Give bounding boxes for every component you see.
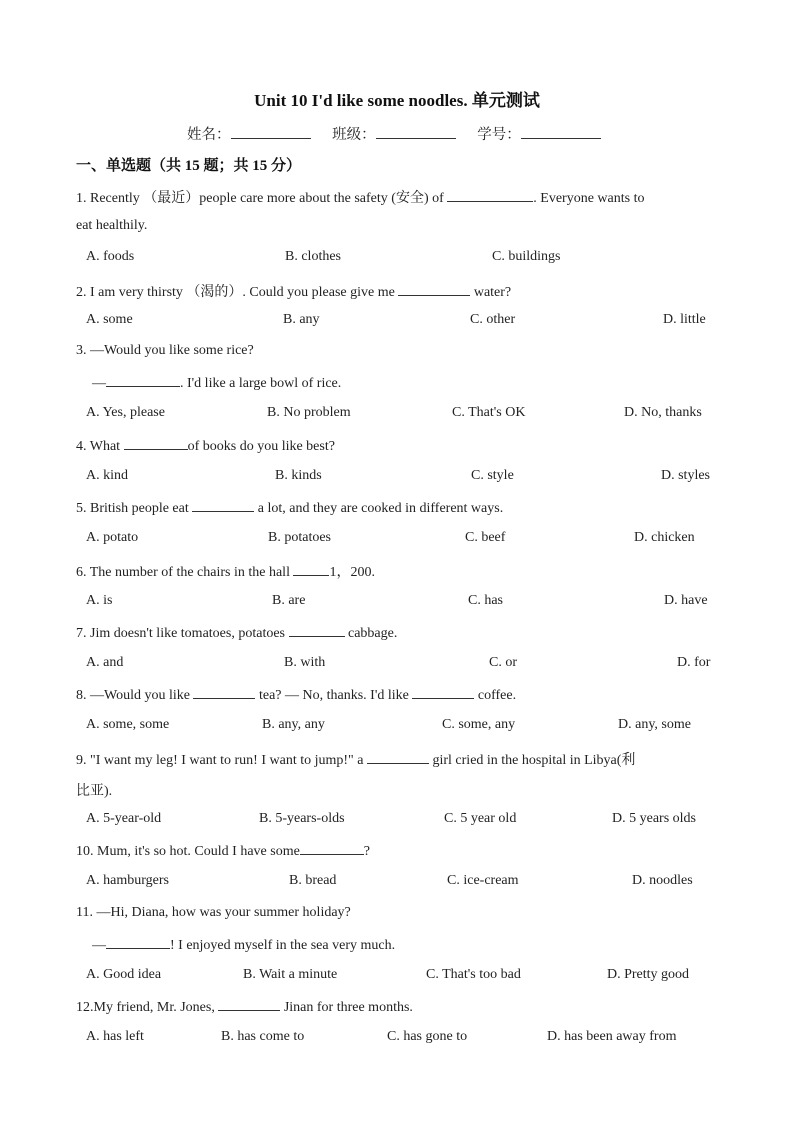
option-c[interactable]: C. buildings xyxy=(492,249,561,264)
question-9-continued: 比亚). xyxy=(76,784,113,799)
option-c[interactable]: C. some, any xyxy=(442,717,516,732)
name-field[interactable] xyxy=(187,123,311,144)
question-1: 1. Recently （最近）people care more about the safety (安全) of . Everyone wants to xyxy=(76,191,645,206)
question-11-response: — ! I enjoyed myself in the sea very much. xyxy=(92,938,396,953)
option-c[interactable]: C. other xyxy=(470,312,516,327)
student-info-row xyxy=(187,123,619,144)
option-c[interactable]: C. ice-cream xyxy=(447,873,519,888)
answer-blank[interactable] xyxy=(293,563,329,576)
answer-blank[interactable] xyxy=(218,998,280,1011)
question-10: 10. Mum, it's so hot. Could I have some ? xyxy=(76,844,371,859)
student-id-field[interactable] xyxy=(477,123,601,144)
option-d[interactable]: D. Pretty good xyxy=(607,967,690,982)
option-d[interactable]: D. styles xyxy=(661,468,710,483)
option-d[interactable]: D. 5 years olds xyxy=(612,811,696,826)
option-b[interactable]: B. potatoes xyxy=(268,530,331,545)
option-d[interactable]: D. chicken xyxy=(634,530,695,545)
question-6: 6. The number of the chairs in the hall 1，200. xyxy=(76,565,375,580)
question-2: 2. I am very thirsty （渴的）. Could you please give me water? xyxy=(76,285,512,300)
option-b[interactable]: B. are xyxy=(272,593,306,608)
name-blank[interactable] xyxy=(231,124,311,139)
class-field[interactable] xyxy=(332,123,456,144)
answer-blank[interactable] xyxy=(124,437,188,450)
option-c[interactable]: C. That's OK xyxy=(452,405,526,420)
answer-blank[interactable] xyxy=(367,751,429,764)
question-3: 3. —Would you like some rice? xyxy=(76,343,254,358)
option-c[interactable]: C. style xyxy=(471,468,514,483)
option-a[interactable]: A. and xyxy=(86,655,124,670)
question-3-response: — . I'd like a large bowl of rice. xyxy=(92,376,342,391)
student-id-label: 学号： xyxy=(477,127,521,143)
option-b[interactable]: B. No problem xyxy=(267,405,351,420)
answer-blank[interactable] xyxy=(106,374,180,387)
class-label: 班级： xyxy=(332,127,376,143)
question-12: 12.My friend, Mr. Jones, Jinan for three months. xyxy=(76,1000,413,1015)
option-c[interactable]: C. has xyxy=(468,593,503,608)
option-c[interactable]: C. That's too bad xyxy=(426,967,521,982)
answer-blank[interactable] xyxy=(398,283,470,296)
option-c[interactable]: C. beef xyxy=(465,530,506,545)
question-5: 5. British people eat a lot, and they are cooked in different ways. xyxy=(76,501,504,516)
option-b[interactable]: B. has come to xyxy=(221,1029,305,1044)
question-7: 7. Jim doesn't like tomatoes, potatoes cabbage. xyxy=(76,626,398,641)
option-d[interactable]: D. noodles xyxy=(632,873,693,888)
option-b[interactable]: B. bread xyxy=(289,873,337,888)
answer-blank[interactable] xyxy=(300,842,364,855)
option-b[interactable]: B. any, any xyxy=(262,717,325,732)
option-a[interactable]: A. Yes, please xyxy=(86,405,165,420)
student-id-blank[interactable] xyxy=(521,124,601,139)
option-d[interactable]: D. No, thanks xyxy=(624,405,702,420)
answer-blank[interactable] xyxy=(193,686,255,699)
answer-blank[interactable] xyxy=(412,686,474,699)
answer-blank[interactable] xyxy=(192,499,254,512)
answer-blank[interactable] xyxy=(289,624,345,637)
option-a[interactable]: A. some xyxy=(86,312,133,327)
option-a[interactable]: A. 5-year-old xyxy=(86,811,162,826)
option-a[interactable]: A. some, some xyxy=(86,717,170,732)
question-4: 4. What of books do you like best? xyxy=(76,439,335,454)
option-c[interactable]: C. has gone to xyxy=(387,1029,468,1044)
option-b[interactable]: B. Wait a minute xyxy=(243,967,338,982)
answer-blank[interactable] xyxy=(447,189,533,202)
class-blank[interactable] xyxy=(376,124,456,139)
option-b[interactable]: B. kinds xyxy=(275,468,322,483)
option-b[interactable]: B. with xyxy=(284,655,326,670)
option-d[interactable]: D. have xyxy=(664,593,708,608)
option-a[interactable]: A. potato xyxy=(86,530,139,545)
answer-blank[interactable] xyxy=(106,936,170,949)
option-a[interactable]: A. is xyxy=(86,593,113,608)
option-b[interactable]: B. clothes xyxy=(285,249,341,264)
option-a[interactable]: A. foods xyxy=(86,249,135,264)
question-9: 9. "I want my leg! I want to run! I want to jump!" a girl cried in the hospital in Libya(利 xyxy=(76,753,636,768)
option-c[interactable]: C. 5 year old xyxy=(444,811,517,826)
question-8: 8. —Would you like tea? — No, thanks. I'd like coffee. xyxy=(76,688,517,703)
option-a[interactable]: A. has left xyxy=(86,1029,144,1044)
page-title: Unit 10 I'd like some noodles. 单元测试 xyxy=(254,91,540,110)
option-c[interactable]: C. or xyxy=(489,655,517,670)
option-d[interactable]: D. has been away from xyxy=(547,1029,677,1044)
option-a[interactable]: A. Good idea xyxy=(86,967,162,982)
option-d[interactable]: D. for xyxy=(677,655,711,670)
option-b[interactable]: B. any xyxy=(283,312,320,327)
option-a[interactable]: A. kind xyxy=(86,468,128,483)
option-b[interactable]: B. 5-years-olds xyxy=(259,811,345,826)
option-d[interactable]: D. little xyxy=(663,312,706,327)
section-heading: 一、单选题（共 15 题；共 15 分） xyxy=(76,158,302,174)
question-1-continued: eat healthily. xyxy=(76,218,148,233)
option-d[interactable]: D. any, some xyxy=(618,717,691,732)
question-11: 11. —Hi, Diana, how was your summer holiday? xyxy=(76,905,351,920)
option-a[interactable]: A. hamburgers xyxy=(86,873,169,888)
name-label: 姓名： xyxy=(187,127,231,143)
